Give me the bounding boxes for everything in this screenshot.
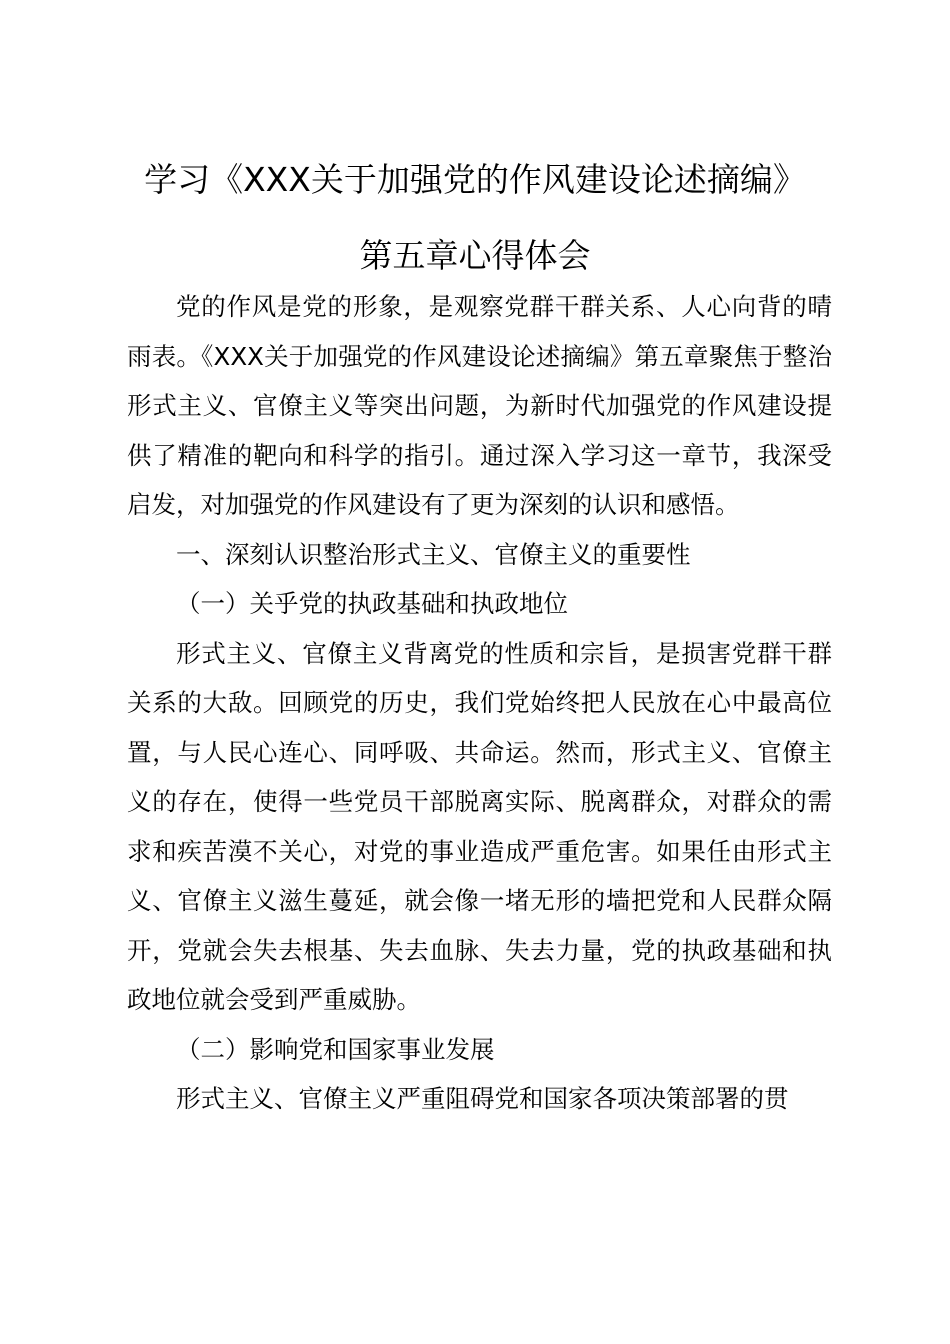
intro-paragraph: 党的作风是党的形象，是观察党群干群关系、人心向背的晴雨表。《XXX关于加强党的作风建设论述摘编》第五章聚焦于整治形式主义、官僚主义等突出问题，为新时代加强党的作风建设提供了精准的靶向和科学的指引。通过深入学习这一章节，我深受启发，对加强党的作风建设有了更为深刻的认识和感悟。 (127, 292, 832, 519)
subsection-2-heading: （二）影响党和国家事业发展 (176, 1034, 495, 1064)
subsection-1-paragraph: 形式主义、官僚主义背离党的性质和宗旨，是损害党群干群关系的大敌。回顾党的历史，我们党始终把人民放在心中最高位置，与人民心连心、同呼吸、共命运。然而，形式主义、官僚主义的存在，使得一些党员干部脱离实际、脱离群众，对群众的需求和疾苦漠不关心，对党的事业造成严重危害。如果任由形式主义、官僚主义滋生蔓延，就会像一堵无形的墙把党和人民群众隔开，党就会失去根基、失去血脉、失去力量，党的执政基础和执政地位就会受到严重威胁。 (127, 638, 832, 1014)
document-title-line-1: 学习《XXX关于加强党的作风建设论述摘编》 (144, 160, 806, 199)
subsection-2-paragraph: 形式主义、官僚主义严重阻碍党和国家各项决策部署的贯 (176, 1084, 789, 1113)
document-body (127, 282, 832, 1124)
document-title-line-2: 第五章心得体会 (359, 236, 591, 275)
subsection-1-heading: （一）关乎党的执政基础和执政地位 (176, 589, 568, 618)
section-1-heading: 一、深刻认识整治形式主义、官僚主义的重要性 (176, 539, 691, 569)
